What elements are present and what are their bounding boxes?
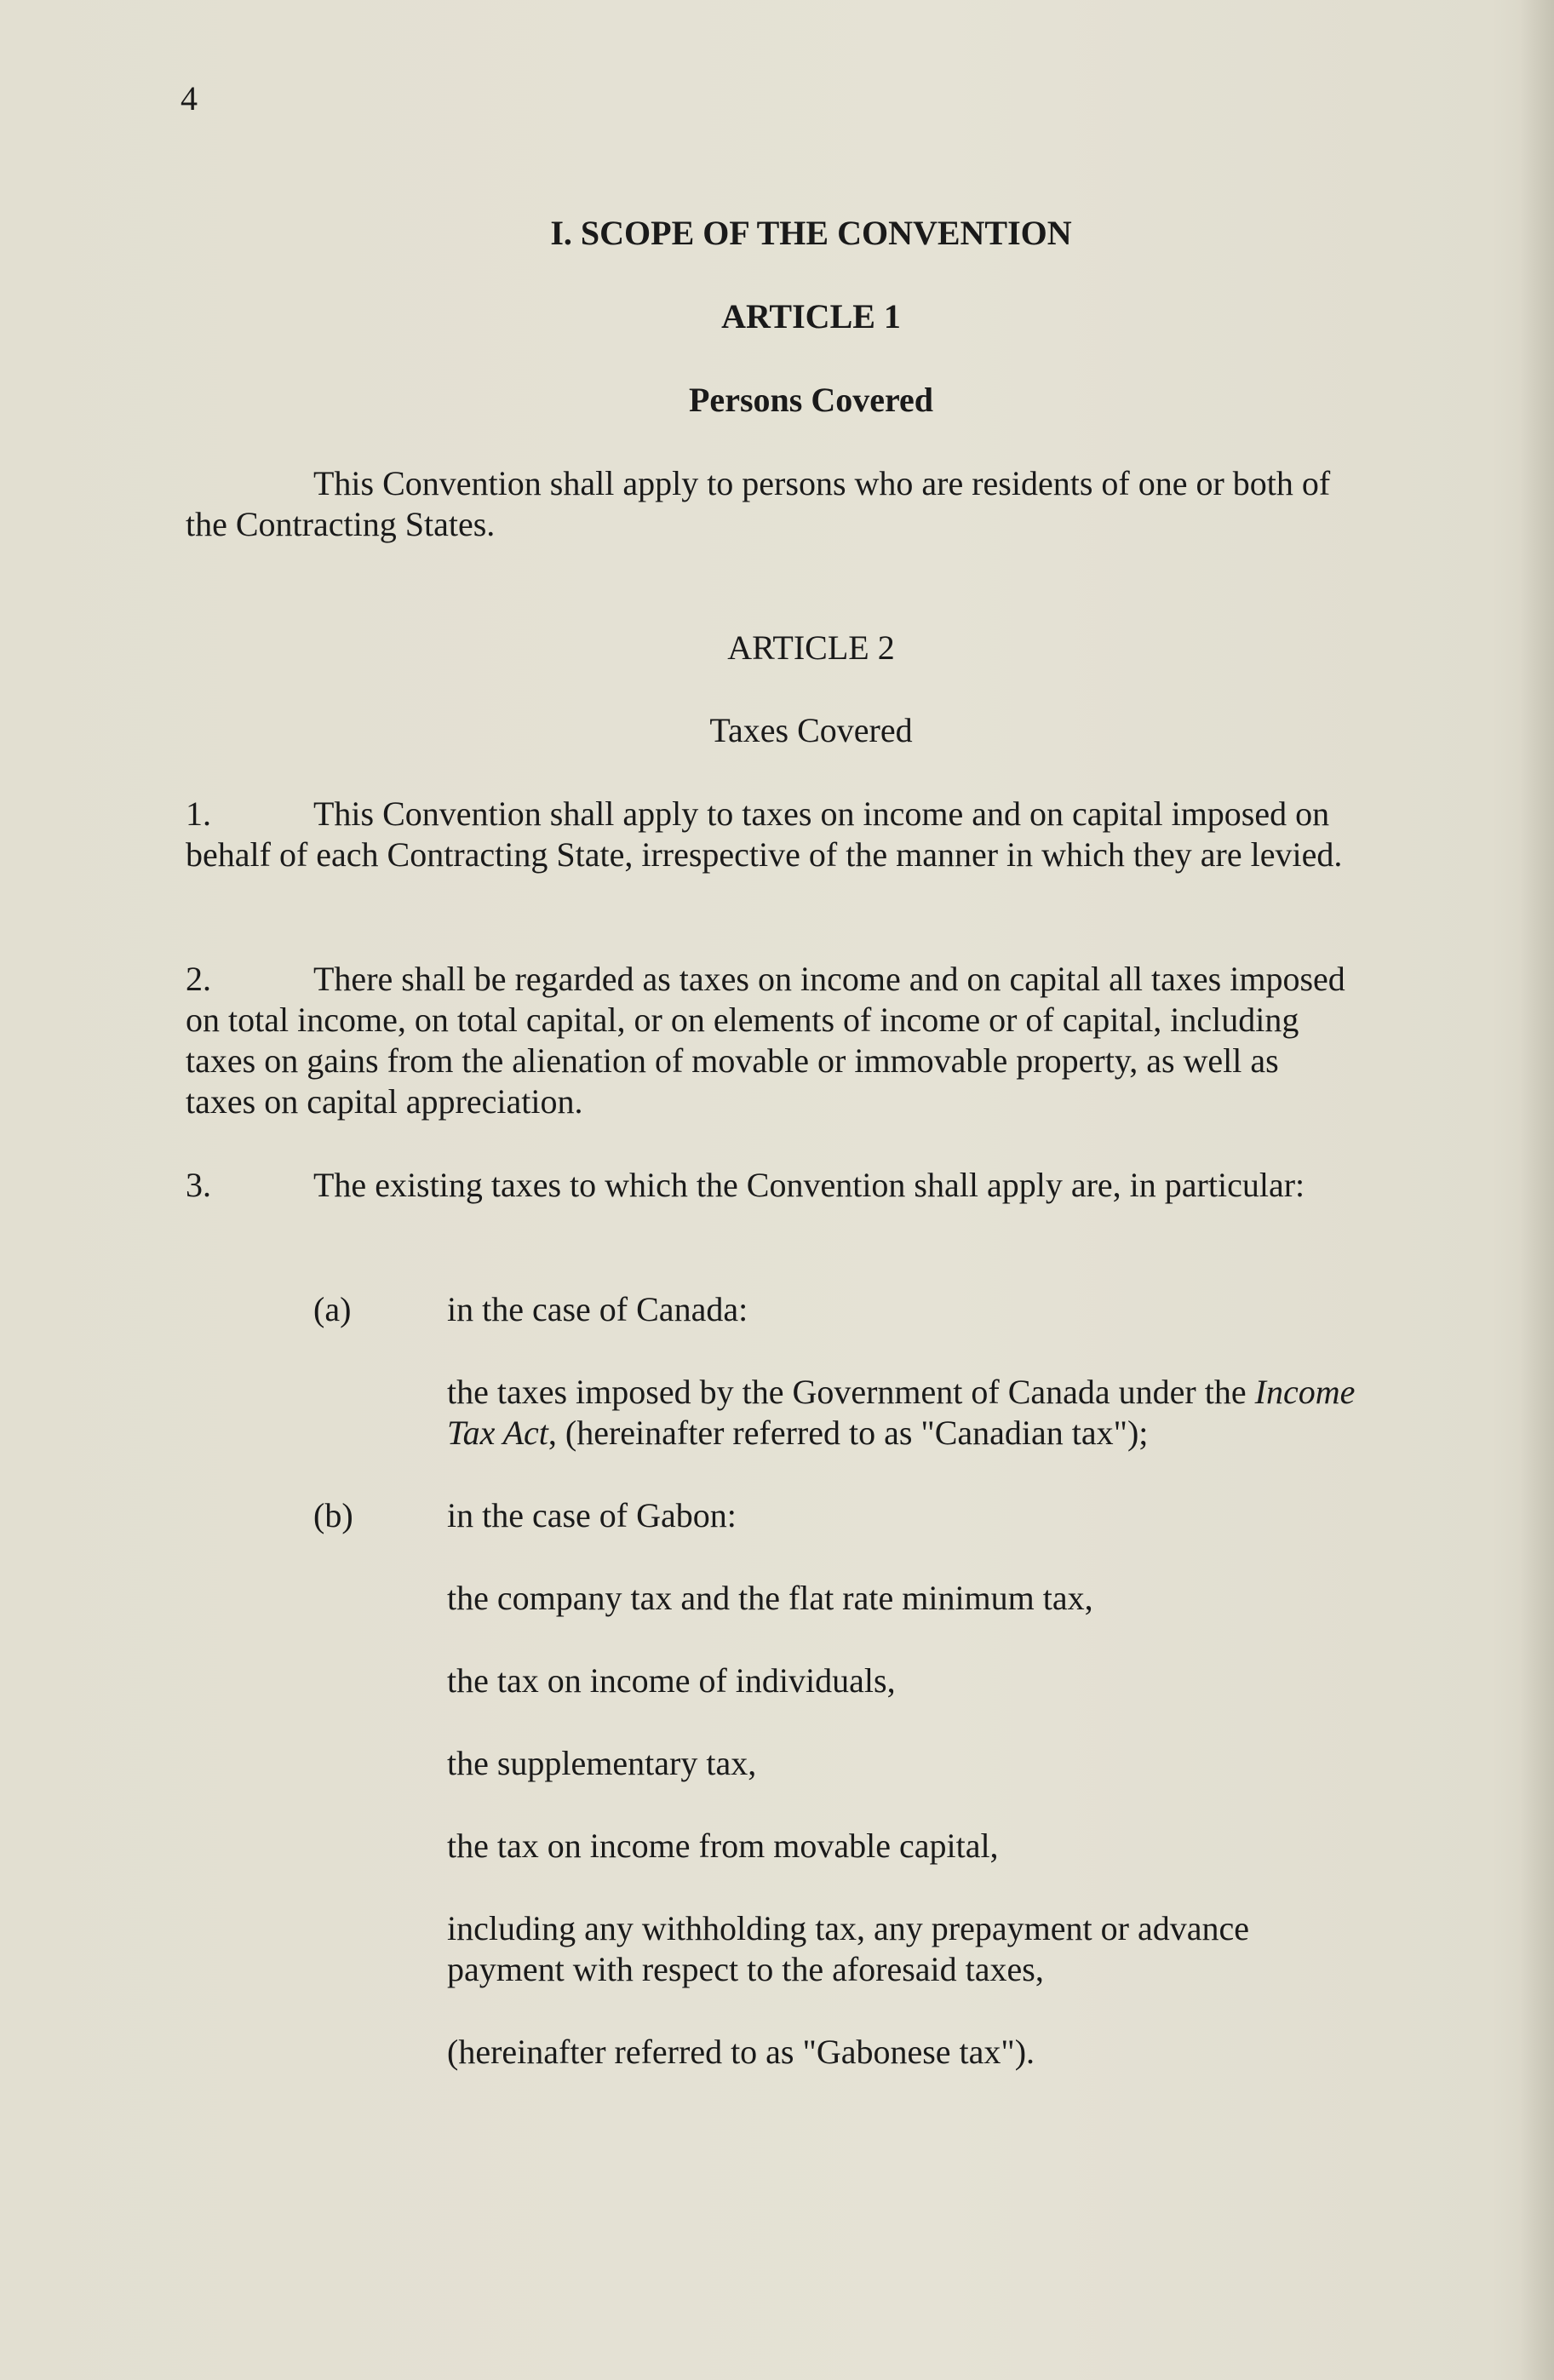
paragraph-text: There shall be regarded as taxes on income and on capital all taxes imposed on total income, on total capital, or on elements of income or of capital, including taxes on gains from the alienation of movable or immovable property, as well as taxes on capital appreciation.	[186, 960, 1345, 1121]
paragraph-number: 2.	[186, 960, 211, 998]
article-1-subtitle: Persons Covered	[689, 381, 933, 419]
paragraph-text: The existing taxes to which the Convention shall apply are, in particular:	[313, 1166, 1305, 1204]
gabon-tax-line: including any withholding tax, any prepayment or advance payment with respect to the aforesaid taxes,	[447, 1909, 1249, 1988]
article-1-text: This Convention shall apply to persons who are residents of one or both of the Contracting States.	[186, 464, 1331, 543]
article-1-title: ARTICLE 1	[721, 297, 901, 335]
article-2-title: ARTICLE 2	[727, 628, 895, 667]
item-b-heading: in the case of Gabon:	[447, 1496, 737, 1534]
gabon-tax-line: the supplementary tax,	[447, 1744, 757, 1782]
gabon-tax-line: the company tax and the flat rate minimum tax,	[447, 1579, 1093, 1617]
income-tax-act: Income Tax Act	[447, 1373, 1356, 1452]
paragraph-number: 3.	[186, 1166, 211, 1204]
gabon-tax-line: the tax on income of individuals,	[447, 1661, 896, 1700]
section-title: I. SCOPE OF THE CONVENTION	[550, 214, 1072, 252]
item-a-text-before: the taxes imposed by the Government of Canada under the	[447, 1373, 1255, 1411]
item-a-text	[447, 1372, 1367, 1454]
gabon-tax-line: the tax on income from movable capital,	[447, 1827, 999, 1865]
item-a-label: (a)	[313, 1290, 352, 1328]
article-2-paragraph-1	[186, 794, 1352, 875]
page-number: 4	[181, 79, 198, 118]
paragraph-text: This Convention shall apply to taxes on income and on capital imposed on behalf of each Contracting State, irrespective of the manner in which they are levied.	[186, 794, 1343, 874]
article-2-subtitle: Taxes Covered	[709, 711, 913, 749]
article-2-paragraph-3	[186, 1165, 1352, 1206]
article-2-paragraph-2	[186, 959, 1352, 1122]
item-b-label: (b)	[313, 1496, 353, 1534]
item-a-text-after: , (hereinafter referred to as "Canadian tax");	[548, 1414, 1149, 1452]
paragraph-number: 1.	[186, 794, 211, 833]
gabon-tax-line: (hereinafter referred to as "Gabonese tax").	[447, 2033, 1035, 2071]
item-a-heading: in the case of Canada:	[447, 1290, 748, 1328]
